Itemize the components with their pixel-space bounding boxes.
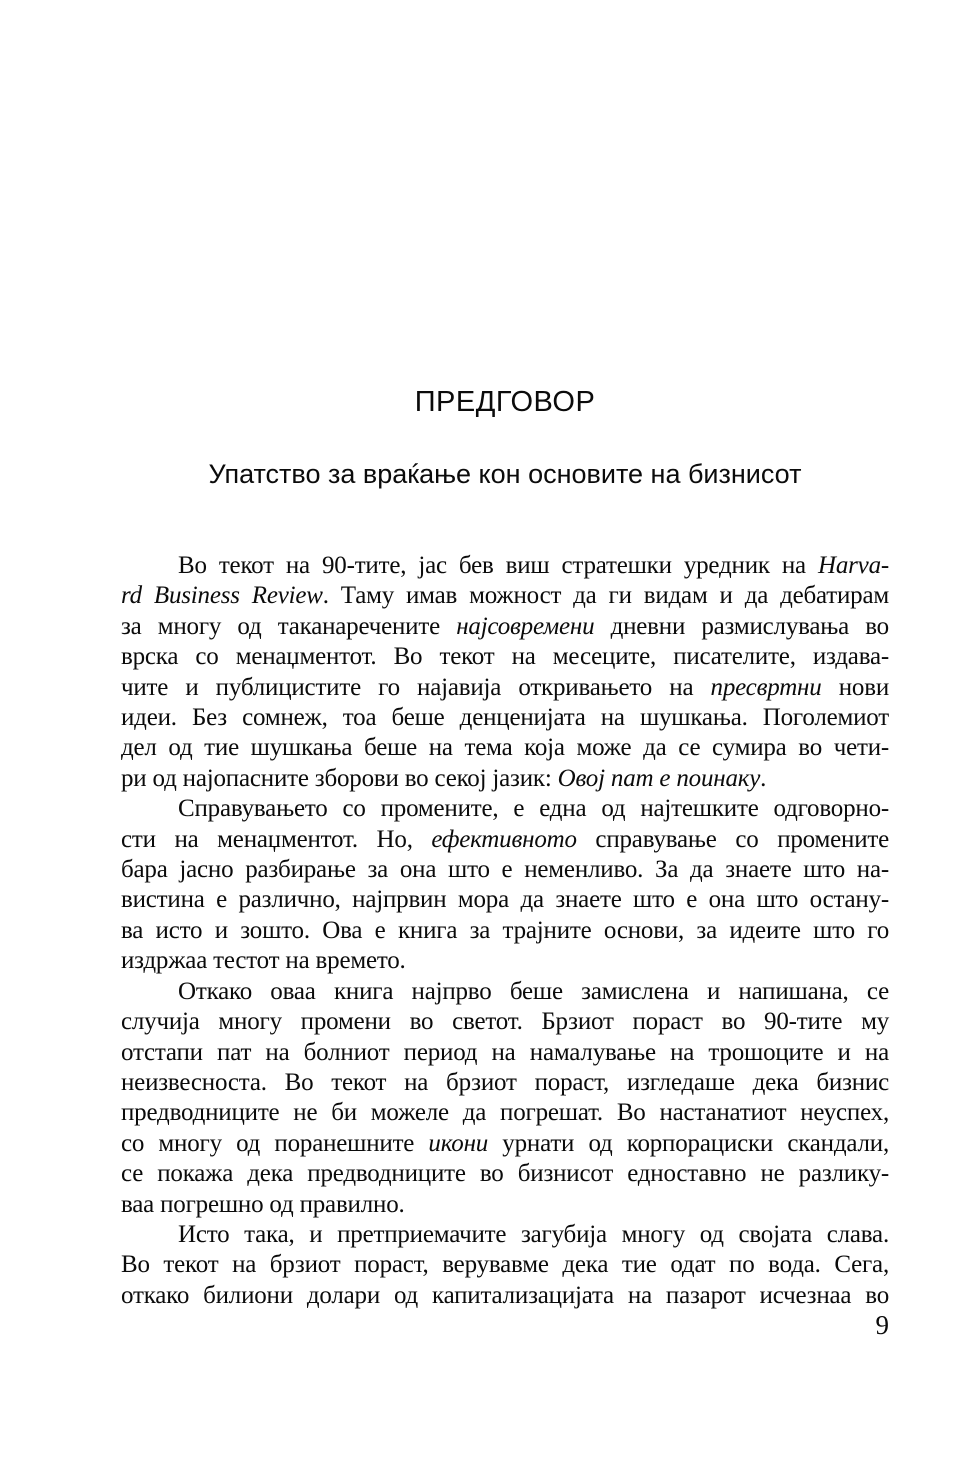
text-line: случија многу промени во светот. Брзиот пораст во 90-тите му [121, 1008, 889, 1036]
text-line: Откако оваа книга најпрво беше замислена и напишана, се [178, 977, 889, 1005]
text-line: врска со менаџментот. Во текот на месеците, писателите, издава- [121, 643, 889, 671]
text-line: издржаа тестот на времето. [121, 947, 406, 975]
paragraph [121, 794, 889, 976]
text-line: отстапи пат на болниот период на намалување на трошоците и на [121, 1038, 889, 1066]
paragraph [121, 1220, 889, 1311]
paragraph [121, 551, 889, 794]
text-line: ваа погрешно од правилно. [121, 1190, 405, 1218]
text-line: вистина е различно, најпрвин мора да знаете што е она што остану- [121, 886, 889, 914]
text-line: Справувањето со промените, е една од најтешките одговорно- [178, 795, 889, 823]
text-line: Во текот на брзиот пораст, верувавме дека тие одат по вода. Сега, [121, 1251, 889, 1279]
body-text [121, 551, 889, 1311]
text-line: бара јасно разбирање за она што е неменливо. За да знаете што на- [121, 856, 889, 884]
text-line: Исто така, и претприемачите загубија многу од својата слава. [178, 1220, 889, 1248]
text-line: откако билиони долари од капитализацијата на пазарот исчезнаа во [121, 1281, 889, 1309]
text-line: ва исто и зошто. Ова е книга за трајните основи, за идеите што го [121, 916, 889, 944]
page-number: 9 [875, 1310, 889, 1340]
text-line: за многу од таканаречените најсовремени дневни размислувања во [121, 612, 889, 640]
chapter-subtitle: Упатство за враќање кон основите на бизнисот [208, 459, 802, 489]
text-line: се покажа дека предводниците во бизнисот едноставно не разлику- [121, 1160, 889, 1188]
text-line: сти на менаџментот. Но, ефективното справување со промените [121, 825, 889, 853]
text-line: предводниците не би можеле да погрешат. Во настанатиот неуспех, [121, 1099, 889, 1127]
text-line: ри од најопасните зборови во секој јазик: Овој пат е поинаку. [121, 764, 767, 792]
text-line: идеи. Без сомнеж, тоа беше денценијата на шушкања. Поголемиот [121, 704, 889, 732]
paragraph [121, 977, 889, 1220]
text-line: дел од тие шушкања беше на тема која може да се сумира во чети- [121, 734, 889, 762]
text-line: чите и публицистите го најавија откривањето на пресвртни нови [121, 673, 889, 701]
text-line: со многу од поранешните икони урнати од корпорациски скандали, [121, 1129, 889, 1157]
text-line: неизвесноста. Во текот на брзиот пораст, изгледаше дека бизнис [121, 1068, 889, 1096]
chapter-title: ПРЕДГОВОР [414, 386, 596, 418]
text-line: Во текот на 90-тите, јас бев виш стратешки уредник на Harva- [178, 552, 889, 579]
text-line: rd Business Review. Таму имав можност да ги видам и да дебатирам [121, 582, 889, 610]
